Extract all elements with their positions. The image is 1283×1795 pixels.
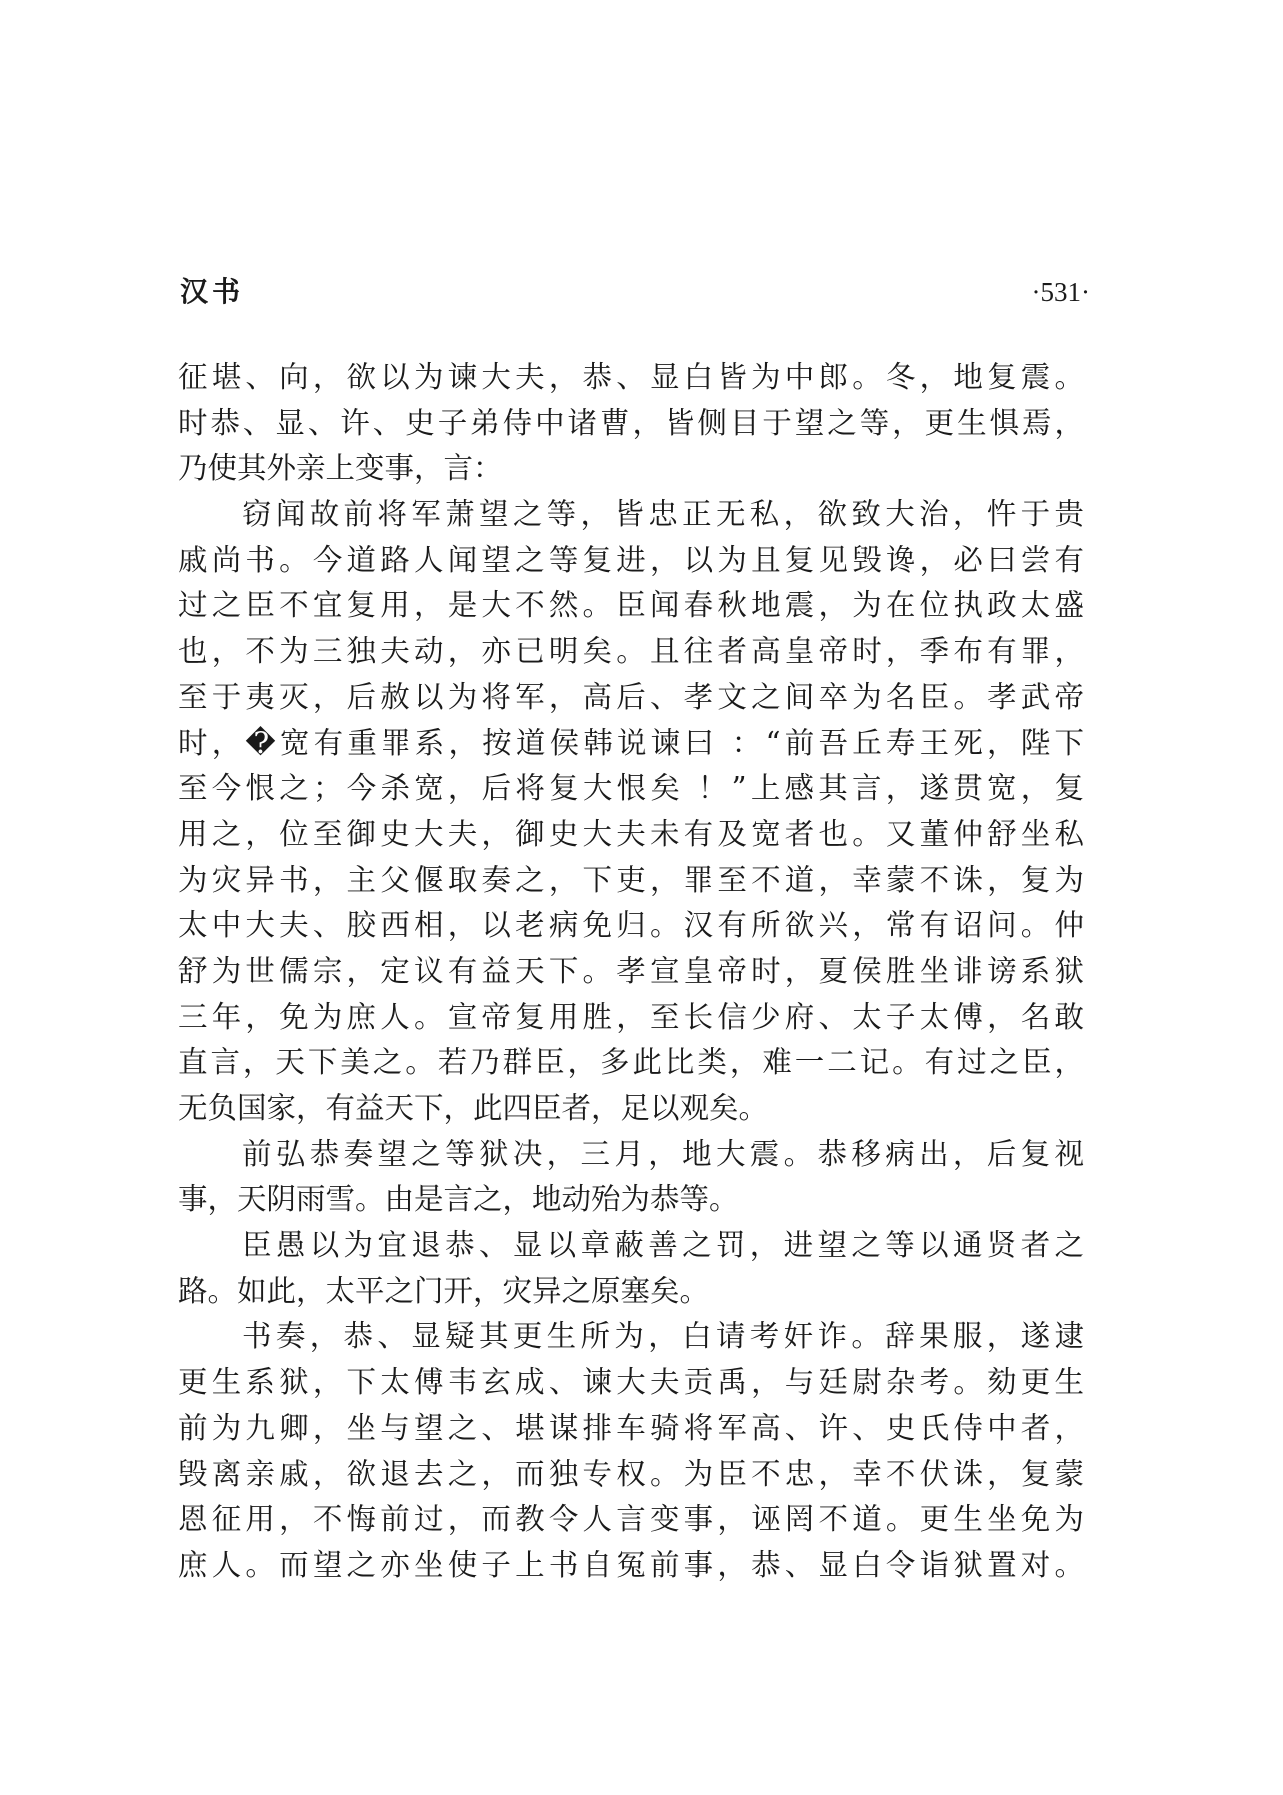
text-line: 时，�宽有重罪系，按道侯韩说谏曰 ：“前吾丘寿王死，陛下	[178, 725, 1084, 760]
text-line: 征堪、向，欲以为谏大夫，恭、显白皆为中郎。冬，地复震。	[178, 360, 1084, 394]
text-line: 太中大夫、胶西相，以老病免归。汉有所欲兴，常有诏问。仲	[178, 908, 1084, 943]
text-line: 恩征用，不悔前过，而教令人言变事，诬罔不道。更生坐免为	[178, 1502, 1084, 1537]
text-line: 前为九卿，坐与望之、堪谋排车骑将军高、许、史氏侍中者，	[178, 1410, 1084, 1445]
text-line: 过之臣不宜复用，是大不然。臣闻春秋地震，为在位执政太盛	[178, 588, 1084, 623]
book-title: 汉书	[180, 275, 245, 308]
page-number: ·531·	[1031, 277, 1090, 307]
text-line: 路。如此，太平之门开，灾异之原塞矣。	[178, 1273, 710, 1308]
text-line: 直言，天下美之。若乃群臣，多此比类，难一二记。有过之臣，	[178, 1045, 1084, 1080]
text-line: 书奏，恭、显疑其更生所为，白请考奸诈。辞果服，遂逮	[242, 1319, 1084, 1354]
text-line: 也，不为三独夫动，亦已明矣。且往者高皇帝时，季布有罪，	[178, 634, 1084, 669]
text-line: 臣愚以为宜退恭、显以章蔽善之罚，进望之等以通贤者之	[242, 1228, 1084, 1263]
text-line: 舒为世儒宗，定议有益天下。孝宣皇帝时，夏侯胜坐诽谤系狱	[178, 953, 1084, 988]
text-line: 至于夷灭，后赦以为将军，高后、孝文之间卒为名臣。孝武帝	[178, 679, 1084, 714]
text-line: 为灾异书，主父偃取奏之，下吏，罪至不道，幸蒙不诛，复为	[178, 862, 1084, 897]
text-line: 事，天阴雨雪。由是言之，地动殆为恭等。	[178, 1182, 739, 1217]
text-line: 前弘恭奏望之等狱决，三月，地大震。恭移病出，后复视	[242, 1136, 1084, 1171]
text-line: 时恭、显、许、史子弟侍中诸曹，皆侧目于望之等，更生惧焉，	[178, 405, 1084, 440]
text-line: 毁离亲戚，欲退去之，而独专权。为臣不忠，幸不伏诛，复蒙	[178, 1456, 1084, 1491]
text-line: 窃闻故前将军萧望之等，皆忠正无私，欲致大治，忤于贵	[242, 497, 1084, 532]
text-line: 无负国家，有益天下，此四臣者，足以观矣。	[178, 1091, 769, 1125]
body-text	[178, 355, 1084, 1589]
text-line: 至今恨之；今杀宽，后将复大恨矣 ！”上感其言，遂贯宽，复	[178, 771, 1084, 806]
text-line: 用之，位至御史大夫，御史大夫未有及宽者也。又董仲舒坐私	[178, 816, 1084, 851]
text-line: 更生系狱，下太傅韦玄成、谏大夫贡禹，与廷尉杂考。劾更生	[178, 1365, 1084, 1400]
text-line: 三年，免为庶人。宣帝复用胜，至长信少府、太子太傅，名敢	[178, 999, 1084, 1034]
text-line: 戚尚书。今道路人闻望之等复进，以为且复见毁谗，必曰尝有	[178, 542, 1084, 577]
page-header	[180, 270, 1090, 314]
text-line: 乃使其外亲上变事，言：	[178, 451, 503, 486]
text-line: 庶人。而望之亦坐使子上书自冤前事，恭、显白令诣狱置对。	[178, 1547, 1084, 1582]
